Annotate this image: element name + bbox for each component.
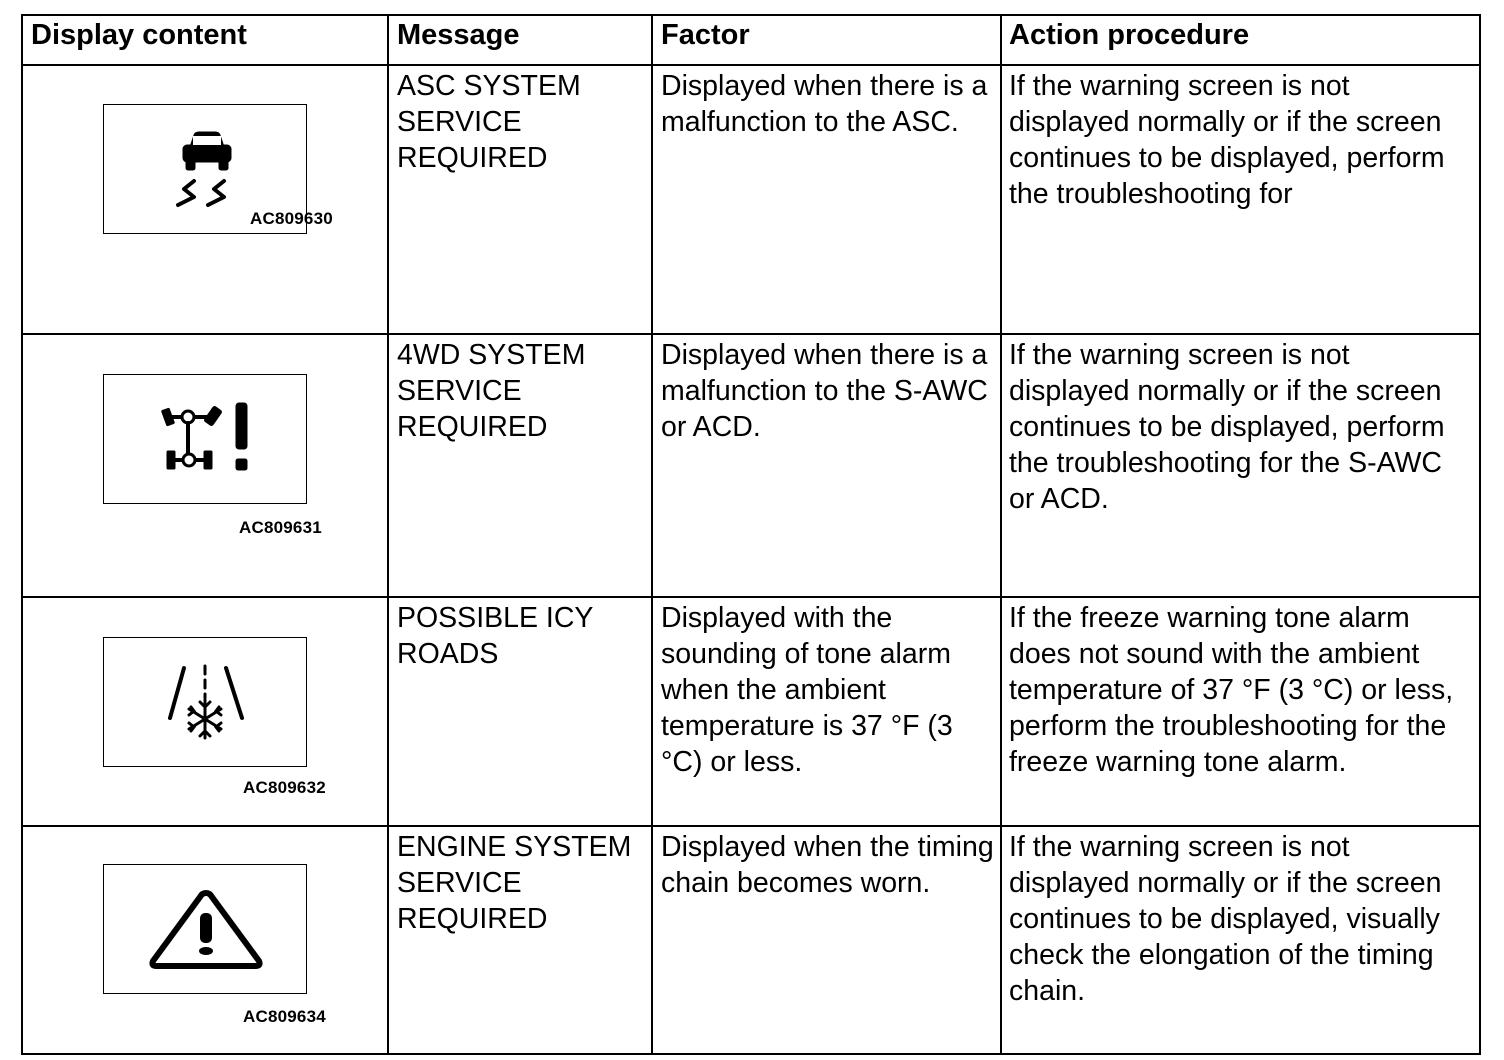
table-row bbox=[22, 65, 1480, 334]
header-message: Message bbox=[388, 15, 652, 65]
message-cell: ENGINE SYSTEM SERVICE REQUIRED bbox=[388, 826, 652, 1054]
figure-code: AC809634 bbox=[243, 1007, 326, 1026]
action-cell: If the warning screen is not displayed normally or if the screen continues to be displayed, perform the troubleshooting for the S-AWC or ACD. bbox=[1001, 334, 1480, 597]
message-cell: 4WD SYSTEM SERVICE REQUIRED bbox=[388, 334, 652, 597]
display-content-cell bbox=[22, 826, 388, 1054]
warning-display-table bbox=[21, 14, 1481, 1055]
factor-cell: Displayed when there is a malfunction to the S-AWC or ACD. bbox=[652, 334, 1001, 597]
header-display-content: Display content bbox=[22, 15, 388, 65]
table-row bbox=[22, 826, 1480, 1054]
header-factor: Factor bbox=[652, 15, 1001, 65]
display-content-cell bbox=[22, 597, 388, 826]
figure-code: AC809631 bbox=[239, 518, 322, 537]
icy-road-snowflake-icon bbox=[104, 638, 308, 768]
display-screen-frame bbox=[103, 374, 307, 504]
display-content-cell bbox=[22, 65, 388, 334]
message-cell: ASC SYSTEM SERVICE REQUIRED bbox=[388, 65, 652, 334]
factor-cell: Displayed when the timing chain becomes worn. bbox=[652, 826, 1001, 1054]
table-row bbox=[22, 597, 1480, 826]
display-screen-frame bbox=[103, 637, 307, 767]
table-header-row bbox=[22, 15, 1480, 65]
factor-cell: Displayed with the sounding of tone alarm when the ambient temperature is 37 °F (3 °C) or less. bbox=[652, 597, 1001, 826]
figure-code: AC809632 bbox=[243, 778, 326, 797]
display-content-cell bbox=[22, 334, 388, 597]
figure-code: AC809630 bbox=[250, 209, 333, 228]
header-action-procedure: Action procedure bbox=[1001, 15, 1480, 65]
factor-cell: Displayed when there is a malfunction to the ASC. bbox=[652, 65, 1001, 334]
drivetrain-warning-icon bbox=[104, 375, 308, 505]
action-cell: If the freeze warning tone alarm does not sound with the ambient temperature of 37 °F (3 °C) or less, perform the troubleshooting for the freeze warning tone alarm. bbox=[1001, 597, 1480, 826]
warning-triangle-icon bbox=[104, 865, 308, 995]
action-cell: If the warning screen is not displayed normally or if the screen continues to be displayed, visually check the elongation of the timing chain. bbox=[1001, 826, 1480, 1054]
message-cell: POSSIBLE ICY ROADS bbox=[388, 597, 652, 826]
table-row bbox=[22, 334, 1480, 597]
action-cell: If the warning screen is not displayed normally or if the screen continues to be displayed, perform the troubleshooting for bbox=[1001, 65, 1480, 334]
display-screen-frame bbox=[103, 864, 307, 994]
